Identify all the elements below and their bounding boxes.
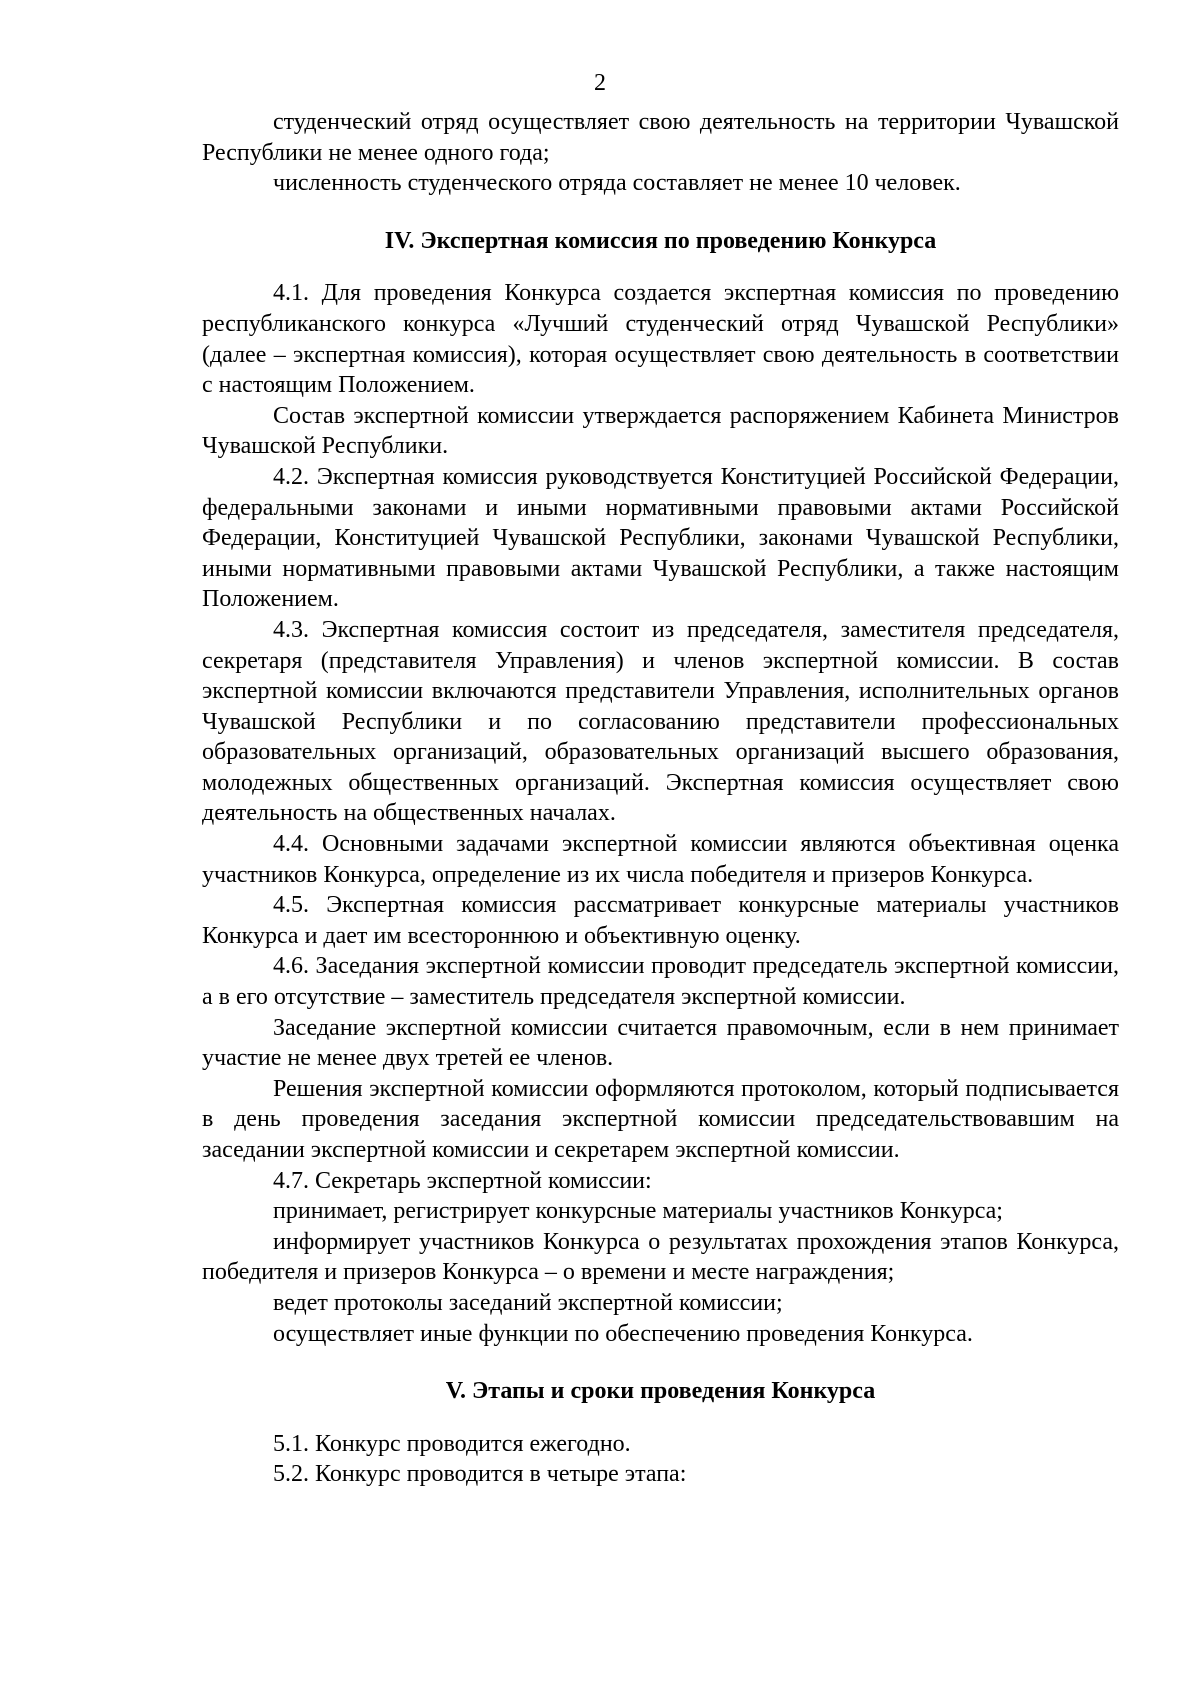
spacer (202, 1349, 1119, 1376)
paragraph: 4.7. Секретарь экспертной комиссии: (273, 1167, 652, 1194)
paragraph: 4.6. Заседания экспертной комиссии проводит председатель экспертной комиссии, а в его отсутствие – заместитель председателя экспертной комиссии. (202, 953, 1119, 1011)
paragraph: численность студенческого отряда составляет не менее 10 человек. (273, 170, 961, 197)
spacer (202, 256, 1119, 278)
document-body (202, 107, 1119, 1490)
spacer (202, 1407, 1119, 1429)
section-4-heading: IV. Экспертная комиссия по проведению Конкурса (384, 227, 937, 254)
paragraph: 5.1. Конкурс проводится ежегодно. (273, 1430, 631, 1457)
page-number: 2 (594, 70, 606, 96)
paragraph: 4.5. Экспертная комиссия рассматривает конкурсные материалы участников Конкурса и дает им всестороннюю и объективную оценку. (202, 892, 1119, 949)
paragraph: ведет протоколы заседаний экспертной комиссии; (273, 1289, 783, 1316)
paragraph: студенческий отряд осуществляет свою деятельность на территории Чувашской Республики не менее одного года; (202, 109, 1119, 166)
paragraph: Состав экспертной комиссии утверждается распоряжением Кабинета Министров Чувашской Республики. (202, 402, 1119, 460)
spacer (202, 199, 1119, 226)
paragraph: информирует участников Конкурса о результатах прохождения этапов Конкурса, победителя и призеров Конкурса – о времени и месте награждения; (202, 1228, 1119, 1286)
paragraph: 4.4. Основными задачами экспертной комиссии являются объективная оценка участников Конкурса, определение из их числа победителя и призеров Конкурса. (202, 831, 1119, 888)
paragraph: принимает, регистрирует конкурсные материалы участников Конкурса; (273, 1198, 1003, 1225)
paragraph: 5.2. Конкурс проводится в четыре этапа: (273, 1461, 687, 1488)
paragraph: Заседание экспертной комиссии считается правомочным, если в нем принимает участие не менее двух третей ее членов. (202, 1014, 1119, 1072)
section-5-heading: V. Этапы и сроки проведения Конкурса (445, 1378, 876, 1405)
paragraph: Решения экспертной комиссии оформляются протоколом, который подписывается в день проведения заседания экспертной комиссии председательствовавшим на заседании экспертной комиссии и секретарем экспертной комиссии. (202, 1075, 1119, 1163)
paragraph: 4.3. Экспертная комиссия состоит из председателя, заместителя председателя, секретаря (представителя Управления) и членов экспертной комиссии. В состав экспертной комиссии включаются представители Управления, исполнительных органов Чувашской Республики и по согласованию представители профессиональных образовательных организаций, образовательных организаций высшего образования, молодежных общественных организаций. Экспертная комиссия осуществляет свою деятельность на общественных началах. (202, 616, 1119, 827)
paragraph: 4.2. Экспертная комиссия руководствуется Конституцией Российской Федерации, федеральными законами и иными нормативными правовыми актами Российской Федерации, Конституцией Чувашской Республики, законами Чувашской Республики, иными нормативными правовыми актами Чувашской Республики, а также настоящим Положением. (202, 463, 1119, 613)
paragraph: осуществляет иные функции по обеспечению проведения Конкурса. (273, 1320, 973, 1347)
paragraph: 4.1. Для проведения Конкурса создается экспертная комиссия по проведению республиканского конкурса «Лучший студенческий отряд Чувашской Республики» (далее – экспертная комиссия), которая осуществляет свою деятельность в соответствии с настоящим Положением. (202, 280, 1119, 399)
